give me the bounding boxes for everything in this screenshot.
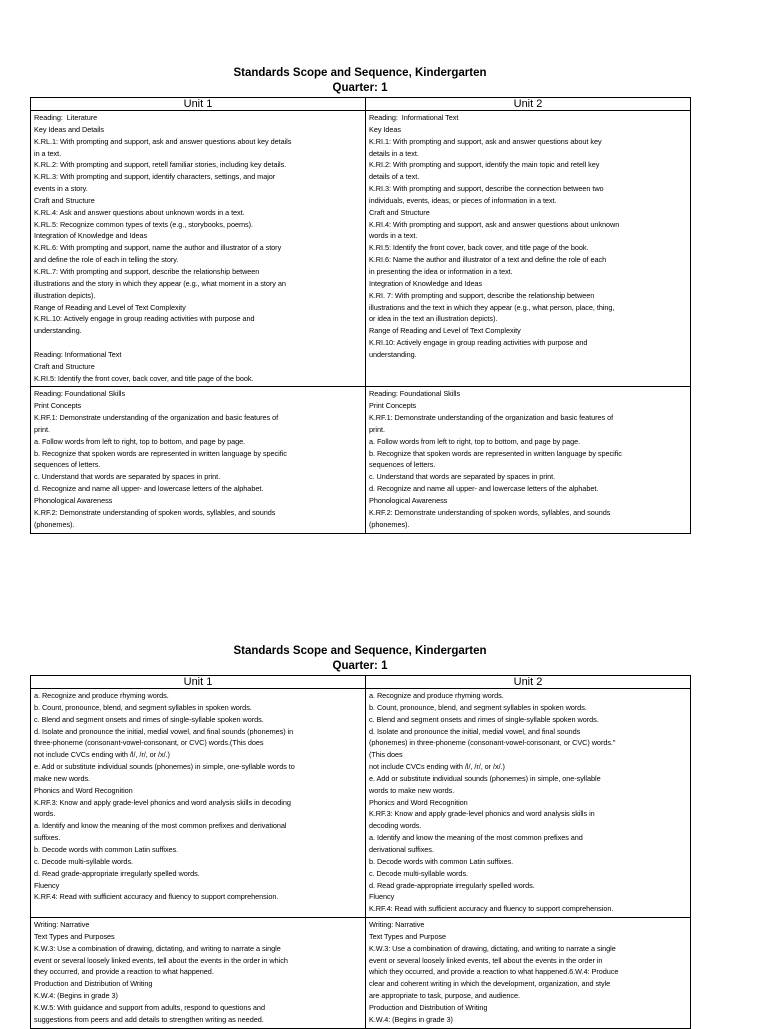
text-line: (This does (369, 750, 403, 760)
text-line: a. Identify and know the meaning of the most common prefixes and (369, 833, 583, 843)
text-line: Craft and Structure (369, 207, 430, 217)
unit-2-cell (366, 689, 691, 918)
text-line: K.RI.10: Actively engage in group reading activities with purpose and (369, 338, 588, 348)
text-line: Range of Reading and Level of Text Complexity (369, 326, 521, 336)
text-line: Key Ideas and Details (34, 124, 104, 134)
quarter-label: Quarter: 1 (332, 660, 388, 672)
text-line: c. Decode multi-syllable words. (34, 856, 134, 866)
text-line: K.W.3: Use a combination of drawing, dictating, and writing to narrate a single (369, 943, 616, 953)
text-line: Integration of Knowledge and Ideas (34, 231, 148, 241)
text-line: K.RI.5: Identify the front cover, back cover, and title page of the book. (369, 243, 589, 253)
text-line: (phonemes). (369, 519, 410, 529)
text-line: d. Isolate and pronounce the initial, medial vowel, and final sounds (369, 726, 581, 736)
text-line: a. Follow words from left to right, top to bottom, and page by page. (34, 436, 246, 446)
text-line: (phonemes). (34, 519, 75, 529)
text-line: suffixes. (34, 833, 61, 843)
text-line: d. Recognize and name all upper- and lowercase letters of the alphabet. (34, 484, 264, 494)
text-line: Phonics and Word Recognition (34, 785, 133, 795)
text-line: e. Add or substitute individual sounds (phonemes) in simple, one-syllable (369, 773, 601, 783)
text-line: b. Decode words with common Latin suffixes. (369, 856, 514, 866)
text-line: K.RF.4: Read with sufficient accuracy and fluency to support comprehension. (369, 904, 614, 914)
text-line: print. (369, 424, 385, 434)
text-line: K.RF.3: Know and apply grade-level phonics and word analysis skills in decoding (34, 797, 291, 807)
text-line: K.RF.3: Know and apply grade-level phonics and word analysis skills in (369, 809, 595, 819)
text-line: individuals, events, ideas, or pieces of information in a text. (369, 195, 557, 205)
unit-1-cell (31, 111, 366, 387)
text-line: Craft and Structure (34, 195, 95, 205)
text-line: in presenting the idea or information in a text. (369, 266, 513, 276)
text-line: details of a text. (369, 172, 420, 182)
text-line: K.RL.2: With prompting and support, retell familiar stories, including key details. (34, 160, 287, 170)
text-line: clear and coherent writing in which the development, organization, and style (369, 979, 611, 989)
text-line: K.RI.5: Identify the front cover, back cover, and title page of the book. (34, 373, 254, 383)
table-header-row (31, 98, 691, 111)
unit-2-header: Unit 2 (366, 676, 691, 689)
unit-1-cell (31, 918, 366, 1029)
text-line: K.RL.3: With prompting and support, identify characters, settings, and major (34, 172, 276, 182)
text-line: sequences of letters. (34, 460, 101, 470)
text-line: K.W.4: (Begins in grade 3) (34, 991, 118, 1001)
unit-1-cell (31, 387, 366, 533)
text-line: d. Recognize and name all upper- and lowercase letters of the alphabet. (369, 484, 599, 494)
text-line: K.RL.10: Actively engage in group reading activities with purpose and (34, 314, 255, 324)
table-row (31, 111, 691, 387)
text-line: or idea in the text an illustration depicts). (369, 314, 498, 324)
text-line: not include CVCs ending with /l/, /r/, or /x/.) (34, 750, 170, 760)
text-line: Key Ideas (369, 124, 402, 134)
text-line: K.RI. 7: With prompting and support, describe the relationship between (369, 290, 595, 300)
text-line: Reading: Literature (34, 113, 98, 122)
text-line: d. Read grade-appropriate irregularly spelled words. (34, 868, 200, 878)
standards-table (30, 97, 691, 534)
text-line: Craft and Structure (34, 361, 95, 371)
text-line: decoding words. (369, 821, 422, 831)
text-line: K.RF.2: Demonstrate understanding of spoken words, syllables, and sounds (34, 507, 276, 517)
text-line: are appropriate to task, purpose, and audience. (369, 991, 520, 1001)
text-line: b. Count, pronounce, blend, and segment syllables in spoken words. (369, 702, 587, 712)
text-line: K.RF.1: Demonstrate understanding of the organization and basic features of (34, 413, 279, 423)
text-line: K.RL.5: Recognize common types of texts (e.g., storybooks, poems). (34, 219, 253, 229)
text-line: Print Concepts (34, 401, 82, 411)
table-row (31, 387, 691, 533)
text-line: K.W.4: (Begins in grade 3) (369, 1014, 453, 1024)
text-line: b. Decode words with common Latin suffixes. (34, 844, 179, 854)
text-line: Range of Reading and Level of Text Complexity (34, 302, 186, 312)
text-line: Reading: Informational Text (369, 113, 459, 122)
text-line: make new words. (34, 773, 91, 783)
text-line: and define the role of each in telling the story. (34, 255, 179, 265)
text-line: K.RI.2: With prompting and support, identify the main topic and retell key (369, 160, 600, 170)
text-line: they occurred, and provide a reaction to what happened. (34, 967, 214, 977)
text-line: Text Types and Purpose (369, 931, 447, 941)
text-line: e. Add or substitute individual sounds (phonemes) in simple, one-syllable words to (34, 762, 295, 772)
text-line: Reading: Foundational Skills (34, 389, 126, 399)
text-line: a. Follow words from left to right, top to bottom, and page by page. (369, 436, 581, 446)
text-line: Production and Distribution of Writing (369, 1002, 488, 1012)
text-line: Fluency (369, 892, 395, 902)
unit-2-cell (366, 111, 691, 387)
text-line: derivational suffixes. (369, 844, 434, 854)
unit-1-header: Unit 1 (31, 98, 366, 111)
text-line: suggestions from peers and add details to strengthen writing as needed. (34, 1014, 264, 1024)
text-line: not include CVCs ending with /l/, /r/, or /x/.) (369, 762, 505, 772)
text-line: c. Blend and segment onsets and rimes of single-syllable spoken words. (369, 714, 599, 724)
text-line: K.RF.2: Demonstrate understanding of spoken words, syllables, and sounds (369, 507, 611, 517)
text-line: (phonemes) in three-phoneme (consonant-vowel-consonant, or CVC) words." (369, 738, 616, 748)
text-line: K.RI.1: With prompting and support, ask and answer questions about key (369, 136, 602, 146)
unit-2-cell (366, 387, 691, 533)
text-line: K.RI.6: Name the author and illustrator of a text and define the role of each (369, 255, 607, 265)
text-line: event or several loosely linked events, tell about the events in the order in which (34, 955, 288, 965)
text-line: b. Recognize that spoken words are represented in written language by specific (369, 448, 622, 458)
text-line: Phonological Awareness (369, 496, 448, 505)
text-line: understanding. (369, 349, 417, 359)
text-line: events in a story. (34, 184, 88, 194)
text-line: K.RF.4: Read with sufficient accuracy and fluency to support comprehension. (34, 892, 279, 902)
table-row (31, 918, 691, 1029)
text-line: Print Concepts (369, 401, 417, 411)
text-line: Phonics and Word Recognition (369, 797, 468, 807)
page-title: Standards Scope and Sequence, Kindergarten (233, 645, 487, 657)
text-line: event or several loosely linked events, tell about the events in the order in (369, 955, 603, 965)
table-row (31, 689, 691, 918)
text-line: c. Understand that words are separated by spaces in print. (34, 472, 221, 482)
text-line: which they occurred, and provide a reaction to what happened.6.W.4: Produce (369, 967, 619, 977)
quarter-label: Quarter: 1 (332, 82, 388, 94)
text-line: c. Decode multi-syllable words. (369, 868, 469, 878)
unit-1-cell (31, 689, 366, 918)
unit-2-cell (366, 918, 691, 1029)
text-line: three-phoneme (consonant-vowel-consonant, or CVC) words.(This does (34, 738, 264, 748)
text-line: understanding. (34, 326, 82, 336)
text-line: Writing: Narrative (34, 920, 90, 930)
text-line: a. Recognize and produce rhyming words. (369, 691, 504, 700)
text-line: b. Count, pronounce, blend, and segment syllables in spoken words. (34, 702, 252, 712)
text-line: words in a text. (369, 231, 418, 241)
unit-2-header: Unit 2 (366, 98, 691, 111)
text-line: d. Read grade-appropriate irregularly spelled words. (369, 880, 535, 890)
standards-table (30, 675, 691, 1029)
text-line: K.RL.6: With prompting and support, name the author and illustrator of a story (34, 243, 282, 253)
text-line: Reading: Foundational Skills (369, 389, 461, 399)
text-line: K.RI.4: With prompting and support, ask and answer questions about unknown (369, 219, 620, 229)
text-line: illustration depicts). (34, 290, 96, 300)
table-header-row (31, 676, 691, 689)
document-page-2 (30, 644, 690, 1029)
text-line: a. Identify and know the meaning of the most common prefixes and derivational (34, 821, 287, 831)
text-line: illustrations and the story in which they appear (e.g., what moment in a story an (34, 278, 286, 288)
text-line: K.W.3: Use a combination of drawing, dictating, and writing to narrate a single (34, 943, 281, 953)
text-line: Reading: Informational Text (34, 349, 122, 359)
text-line: illustrations and the text in which they appear (e.g., what person, place, thing, (369, 302, 615, 312)
text-line: Text Types and Purposes (34, 931, 115, 941)
unit-1-header: Unit 1 (31, 676, 366, 689)
text-line: c. Blend and segment onsets and rimes of single-syllable spoken words. (34, 714, 264, 724)
text-line: K.W.5: With guidance and support from adults, respond to questions and (34, 1002, 265, 1012)
page-title: Standards Scope and Sequence, Kindergarten (233, 67, 487, 79)
text-line: Phonological Awareness (34, 496, 113, 505)
text-line: details in a text. (369, 148, 419, 158)
text-line: a. Recognize and produce rhyming words. (34, 691, 169, 700)
text-line: in a text. (34, 148, 62, 158)
text-line: d. Isolate and pronounce the initial, medial vowel, and final sounds (phonemes) in (34, 726, 294, 736)
text-line: K.RL.1: With prompting and support, ask and answer questions about key details (34, 136, 292, 146)
text-line: Integration of Knowledge and Ideas (369, 278, 483, 288)
document-page-1 (30, 66, 690, 534)
text-line (34, 337, 362, 349)
text-line: Writing: Narrative (369, 920, 425, 930)
text-line: K.RI.3: With prompting and support, describe the connection between two (369, 184, 604, 194)
text-line: K.RL.7: With prompting and support, describe the relationship between (34, 266, 260, 276)
text-line: K.RF.1: Demonstrate understanding of the organization and basic features of (369, 413, 614, 423)
text-line: Production and Distribution of Writing (34, 979, 153, 989)
text-line: c. Understand that words are separated by spaces in print. (369, 472, 556, 482)
text-line: words. (34, 809, 56, 819)
text-line: Fluency (34, 880, 60, 890)
text-line: K.RL.4: Ask and answer questions about unknown words in a text. (34, 207, 245, 217)
text-line: print. (34, 424, 50, 434)
text-line: b. Recognize that spoken words are represented in written language by specific (34, 448, 287, 458)
text-line: sequences of letters. (369, 460, 436, 470)
text-line: words to make new words. (369, 785, 455, 795)
